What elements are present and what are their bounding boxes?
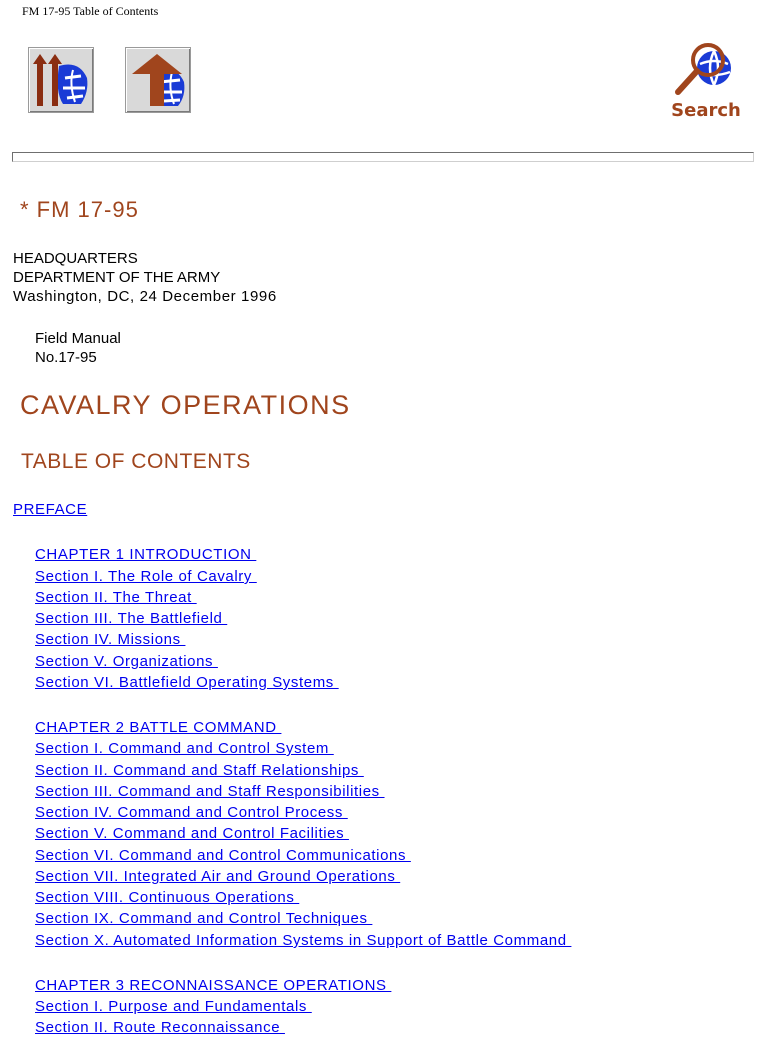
manual-title: CAVALRY OPERATIONS [20, 390, 351, 420]
toc-link-section[interactable]: Section VI. Battlefield Operating Systems [35, 674, 339, 691]
location-date-line: Washington, DC, 24 December 1996 [13, 288, 277, 305]
previous-button[interactable] [28, 47, 94, 113]
toc-link-section[interactable]: Section II. Command and Staff Relationships [35, 762, 364, 779]
toc-link-section[interactable]: Section V. Command and Control Facilities [35, 825, 349, 842]
toc-link-section[interactable]: Section IX. Command and Control Techniques [35, 910, 373, 927]
hq-line: HEADQUARTERS [13, 250, 138, 267]
prev-topic-icon [29, 48, 93, 112]
headquarters-block [13, 249, 277, 306]
toc-link-section[interactable]: Section III. The Battlefield [35, 610, 228, 627]
up-level-icon [126, 48, 190, 112]
toc-link-section[interactable]: Section II. Route Reconnaissance [35, 1019, 285, 1036]
toc-link-section[interactable]: Section VIII. Continuous Operations [35, 889, 300, 906]
field-manual-label: Field Manual [35, 330, 121, 347]
toc-link-section[interactable]: Section IV. Command and Control Process [35, 804, 348, 821]
toc-link-section[interactable]: Section I. The Role of Cavalry [35, 568, 257, 585]
toc-link-chapter-1[interactable]: CHAPTER 1 INTRODUCTION [35, 546, 257, 563]
toc-link-section[interactable]: Section II. The Threat [35, 589, 197, 606]
toc-link-section[interactable]: Section I. Purpose and Fundamentals [35, 998, 312, 1015]
up-button[interactable] [125, 47, 191, 113]
toc-heading: TABLE OF CONTENTS [21, 450, 251, 473]
toc-link-section[interactable]: Section I. Command and Control System [35, 740, 334, 757]
field-manual-number: No.17-95 [35, 349, 97, 366]
toc-link-section[interactable]: Section X. Automated Information Systems in Support of Battle Command [35, 932, 572, 949]
search-label: Search [671, 100, 741, 121]
toc-link-section[interactable]: Section VII. Integrated Air and Ground Operations [35, 868, 401, 885]
toc-link-section[interactable]: Section IV. Missions [35, 631, 186, 648]
search-globe-icon [670, 40, 742, 100]
fm-number: * FM 17-95 [20, 197, 139, 222]
toc-link-section[interactable]: Section III. Command and Staff Responsibilities [35, 783, 385, 800]
horizontal-rule [12, 152, 754, 162]
department-line: DEPARTMENT OF THE ARMY [13, 269, 221, 286]
toc-link-preface[interactable]: PREFACE [13, 501, 88, 518]
toc-link-chapter-3[interactable]: CHAPTER 3 RECONNAISSANCE OPERATIONS [35, 977, 392, 994]
document-title: FM 17-95 Table of Contents [22, 4, 159, 18]
toc-link-section[interactable]: Section V. Organizations [35, 653, 218, 670]
field-manual-block [35, 329, 121, 367]
toc-link-chapter-2[interactable]: CHAPTER 2 BATTLE COMMAND [35, 719, 282, 736]
search-button[interactable] [670, 40, 742, 124]
toc-link-section[interactable]: Section VI. Command and Control Communications [35, 847, 411, 864]
